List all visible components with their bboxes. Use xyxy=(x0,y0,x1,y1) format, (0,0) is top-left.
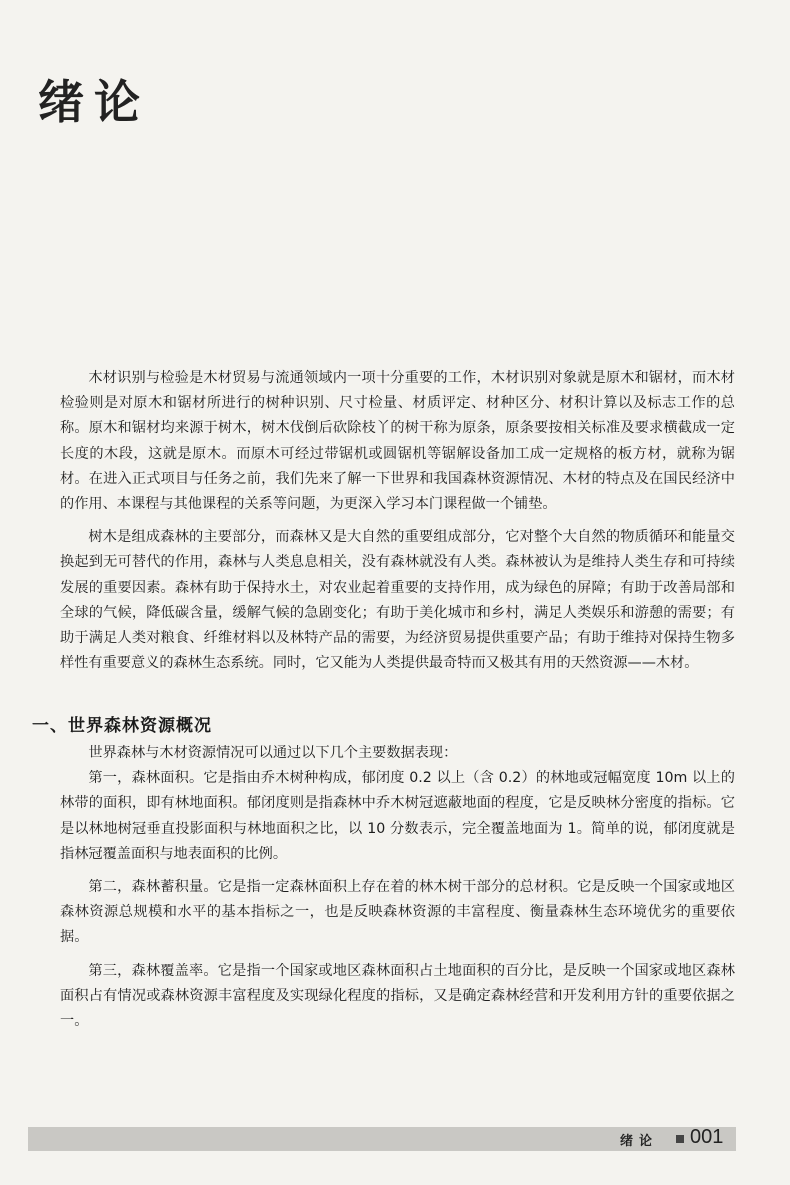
page-number: 001 xyxy=(690,1126,724,1148)
footer-square-icon xyxy=(676,1135,684,1143)
section-paragraph-1: 世界森林与木材资源情况可以通过以下几个主要数据表现： xyxy=(88,745,458,761)
section-paragraph-2: 第一，森林面积。它是指由乔木树种构成，郁闭度 0.2 以上（含 0.2）的林地或冠幅宽度 10m 以上的林带的面积，即有林地面积。郁闭度则是指森林中乔木树冠遮蔽地面的程度，它是反映林分密度的指标。它是以林地树冠垂直投影面积与林地面积之比，以 10 分数表示，完全覆盖地面为 1。简单的说，郁闭度就是指林冠覆盖面积与地表面积的比例。 xyxy=(60,770,735,862)
section-paragraph-4: 第三，森林覆盖率。它是指一个国家或地区森林面积占土地面积的百分比，是反映一个国家或地区森林面积占有情况或森林资源丰富程度及实现绿化程度的指标，又是确定森林经营和开发利用方针的重要依据之一。 xyxy=(60,962,735,1030)
section-paragraph-3: 第二，森林蓄积量。它是指一定森林面积上存在着的林木树干部分的总材积。它是反映一个国家或地区森林资源总规模和水平的基本指标之一，也是反映森林资源的丰富程度、衡量森林生态环境优劣的重要依据。 xyxy=(60,879,735,946)
chapter-title: 绪论 xyxy=(38,75,150,129)
intro-section xyxy=(60,366,735,676)
footer-running-title: 绪论 xyxy=(620,1134,659,1149)
intro-paragraph-1: 木材识别与检验是木材贸易与流通领域内一项十分重要的工作，木材识别对象就是原木和锯材，而木材检验则是对原木和锯材所进行的树种识别、尺寸检量、材质评定、材种区分、材积计算以及标志工作的总称。原木和锯材均来源于树木，树木伐倒后砍除枝丫的树干称为原条，原条要按相关标准及要求横截成一定长度的木段，这就是原木。而原木可经过带锯机或圆锯机等锯解设备加工成一定规格的板方材，就称为锯材。在进入正式项目与任务之前，我们先来了解一下世界和我国森林资源情况、木材的特点及在国民经济中的作用、本课程与其他课程的关系等问题，为更深入学习本门课程做一个铺垫。 xyxy=(60,370,735,513)
intro-paragraph-2: 树木是组成森林的主要部分，而森林又是大自然的重要组成部分，它对整个大自然的物质循环和能量交换起到无可替代的作用，森林与人类息息相关，没有森林就没有人类。森林被认为是维持人类生存和可持续发展的重要因素。森林有助于保持水土，对农业起着重要的支持作用，成为绿色的屏障；有助于改善局部和全球的气候，降低碳含量，缓解气候的急剧变化；有助于美化城市和乡村，满足人类娱乐和游憩的需要；有助于满足人类对粮食、纤维材料以及林特产品的需要，为经济贸易提供重要产品；有助于维持对保持生物多样性有重要意义的森林生态系统。同时，它又能为人类提供最奇特而又极其有用的天然资源——木材。 xyxy=(60,529,735,672)
bleed-through-text-top xyxy=(62,55,742,345)
section-body xyxy=(60,741,735,1034)
section-heading: 一、世界森林资源概况 xyxy=(32,716,212,736)
